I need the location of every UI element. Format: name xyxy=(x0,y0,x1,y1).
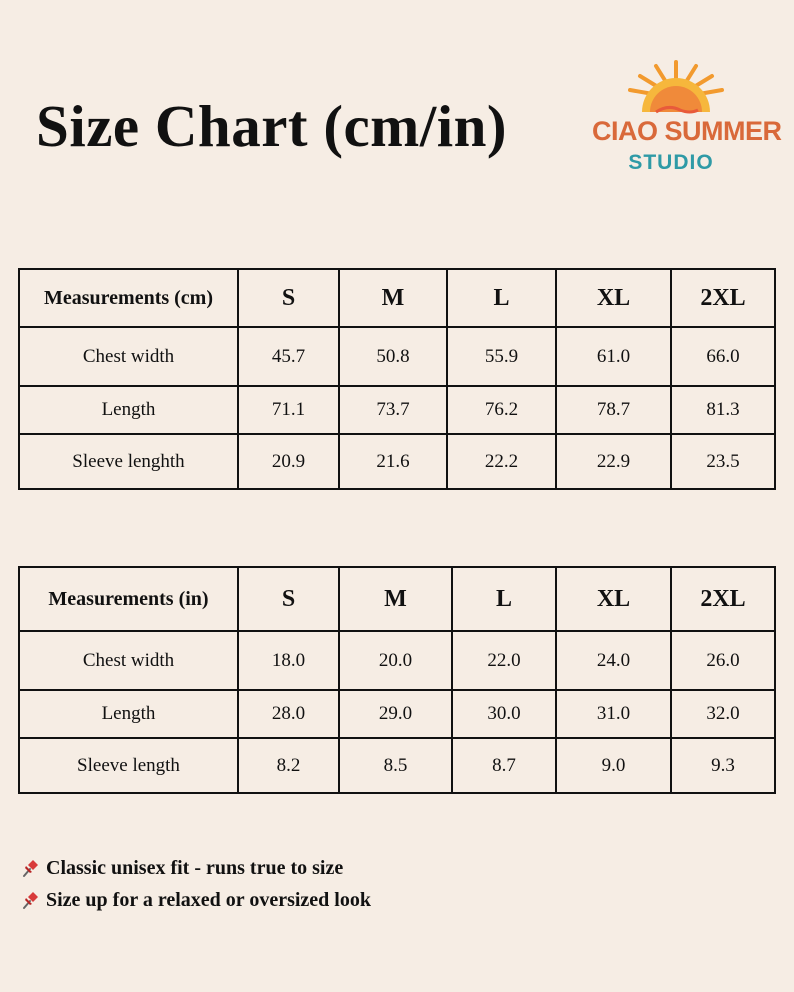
row-label: Chest width xyxy=(19,327,238,386)
table-cell: 29.0 xyxy=(339,690,452,738)
table-cell: 23.5 xyxy=(671,434,775,489)
header-cell: L xyxy=(447,269,556,327)
header-cell: Measurements (cm) xyxy=(19,269,238,327)
table-cell: 22.2 xyxy=(447,434,556,489)
note-text: Classic unisex fit - runs true to size xyxy=(46,856,344,879)
table-cell: 55.9 xyxy=(447,327,556,386)
table-cell: 81.3 xyxy=(671,386,775,434)
table-cell: 8.7 xyxy=(452,738,556,793)
table-cell: 18.0 xyxy=(238,631,339,690)
table-row xyxy=(19,434,775,489)
header-cell: Measurements (in) xyxy=(19,567,238,631)
header-cell: XL xyxy=(556,269,671,327)
pushpin-icon xyxy=(18,856,42,880)
table-row xyxy=(19,386,775,434)
fit-notes xyxy=(18,852,371,916)
pushpin-icon xyxy=(18,888,42,912)
table-cell: 8.2 xyxy=(238,738,339,793)
brand-logo xyxy=(592,58,782,182)
header-cell: L xyxy=(452,567,556,631)
table-cell: 9.0 xyxy=(556,738,671,793)
table-cell: 73.7 xyxy=(339,386,447,434)
row-label: Length xyxy=(19,386,238,434)
table-cell: 31.0 xyxy=(556,690,671,738)
header-cell: M xyxy=(339,567,452,631)
header-cell: M xyxy=(339,269,447,327)
sun-icon xyxy=(592,58,752,118)
table-cell: 61.0 xyxy=(556,327,671,386)
table-cell: 26.0 xyxy=(671,631,775,690)
note-item xyxy=(18,884,371,916)
row-label: Sleeve length xyxy=(19,738,238,793)
table-header-row xyxy=(19,269,775,327)
header-cell: XL xyxy=(556,567,671,631)
row-label: Sleeve lenghth xyxy=(19,434,238,489)
row-label: Length xyxy=(19,690,238,738)
in-size-table xyxy=(18,566,776,794)
table-cell: 24.0 xyxy=(556,631,671,690)
table-row xyxy=(19,738,775,793)
table-cell: 76.2 xyxy=(447,386,556,434)
page-title: Size Chart (cm/in) xyxy=(36,93,508,159)
row-label: Chest width xyxy=(19,631,238,690)
table-cell: 22.9 xyxy=(556,434,671,489)
table-cell: 20.0 xyxy=(339,631,452,690)
table-cell: 20.9 xyxy=(238,434,339,489)
table-cell: 78.7 xyxy=(556,386,671,434)
table-row xyxy=(19,327,775,386)
cm-size-table xyxy=(18,268,776,490)
note-item xyxy=(18,852,371,884)
note-text: Size up for a relaxed or oversized look xyxy=(46,888,371,911)
table-cell: 45.7 xyxy=(238,327,339,386)
logo-text-studio: STUDIO xyxy=(628,151,714,174)
table-cell: 8.5 xyxy=(339,738,452,793)
header-cell: 2XL xyxy=(671,567,775,631)
table-cell: 50.8 xyxy=(339,327,447,386)
table-cell: 21.6 xyxy=(339,434,447,489)
table-cell: 32.0 xyxy=(671,690,775,738)
table-cell: 9.3 xyxy=(671,738,775,793)
table-header-row xyxy=(19,567,775,631)
table-cell: 28.0 xyxy=(238,690,339,738)
logo-text-ciao-summer: CIAO SUMMER xyxy=(592,116,782,146)
table-cell: 30.0 xyxy=(452,690,556,738)
table-cell: 66.0 xyxy=(671,327,775,386)
header-cell: 2XL xyxy=(671,269,775,327)
table-row xyxy=(19,690,775,738)
header-cell: S xyxy=(238,567,339,631)
table-cell: 22.0 xyxy=(452,631,556,690)
table-cell: 71.1 xyxy=(238,386,339,434)
header-cell: S xyxy=(238,269,339,327)
table-row xyxy=(19,631,775,690)
